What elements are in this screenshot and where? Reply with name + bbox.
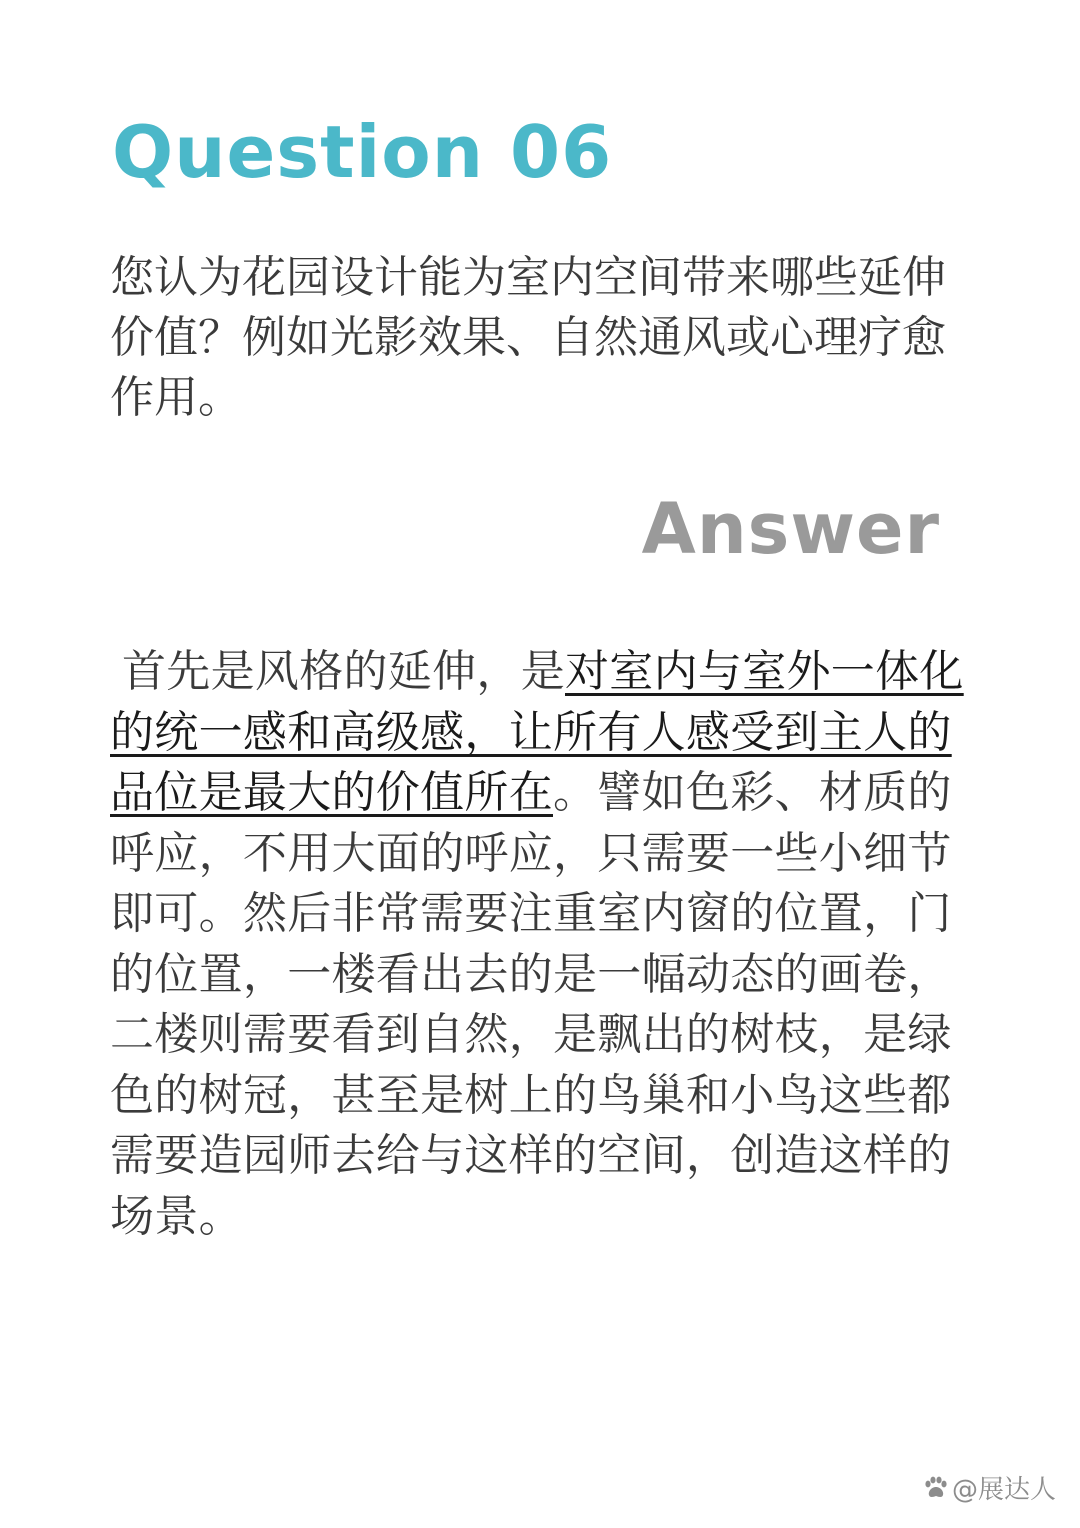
paw-icon	[922, 1475, 948, 1501]
question-text: 您认为花园设计能为室内空间带来哪些延伸价值？例如光影效果、自然通风或心理疗愈作用。	[110, 252, 946, 423]
question-heading: Question 06	[112, 110, 613, 194]
answer-heading: Answer	[641, 488, 940, 570]
watermark-text: @展达人	[951, 1475, 1056, 1505]
answer-intro: 首先是风格的延伸，是	[122, 646, 565, 697]
answer-highlight: 对室内与室外一体化的统一感和高级感，让所有人感受到主人的品位是最大的价值所在	[110, 646, 964, 818]
answer-rest: 。譬如色彩、材质的呼应，不用大面的呼应，只需要一些小细节即可。然后非常需要注重室内窗的位置，门的位置，一楼看出去的是一幅动态的画卷，二楼则需要看到自然，是飘出的树枝，是绿色的树冠，甚至是树上的鸟巢和小鸟这些都需要造园师去给与这样的空间，创造这样的场景。	[110, 767, 952, 1242]
answer-text	[110, 642, 976, 1247]
watermark	[922, 1469, 1056, 1506]
